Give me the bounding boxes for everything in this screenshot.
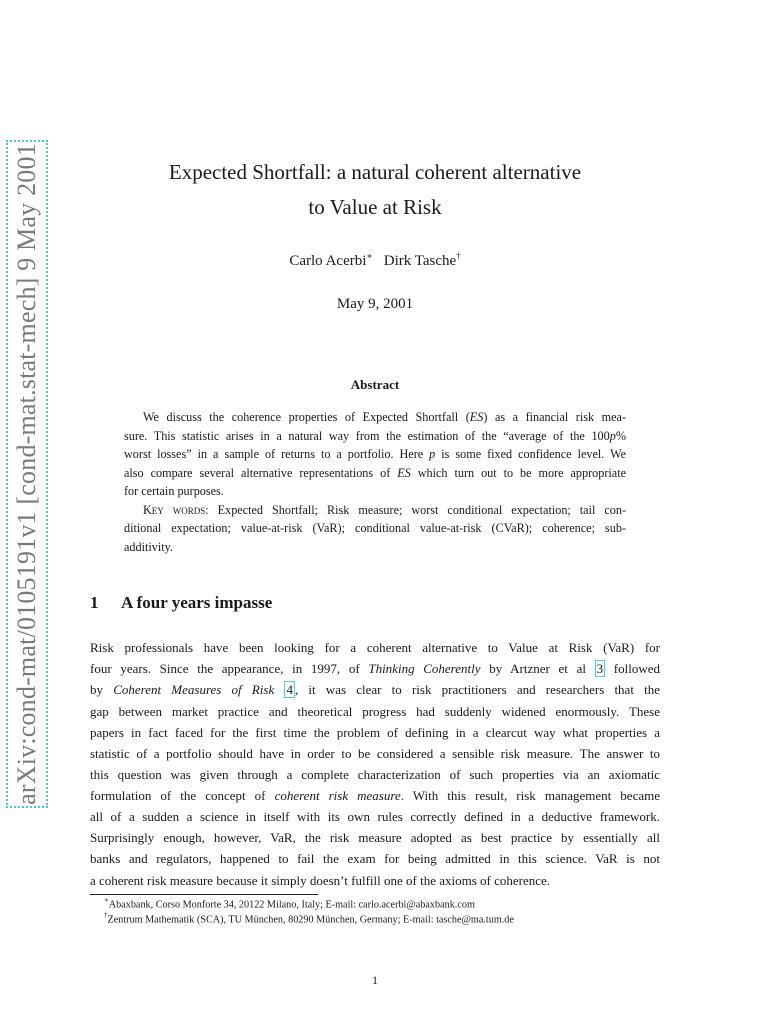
abstract-heading: Abstract: [350, 377, 400, 392]
keywords-line-2: ditional expectation; value-at-risk (VaR); conditional value-at-risk (CVaR); coherence; sub-: [124, 521, 626, 535]
abstract-line-3: worst losses” in a sample of returns to a portfolio. Here p is some fixed confidence level. We: [124, 447, 626, 461]
body-line-11: banks and regulators, happened to fail the exam for being admitted in this science. VaR is not: [90, 851, 660, 866]
body-line-9: all of a sudden a science in itself with its own rules correctly defined in a deductive framework.: [90, 809, 660, 824]
body-line-1: Risk professionals have been looking for a coherent alternative to Value at Risk (VaR) for: [90, 640, 660, 655]
arxiv-identifier: arXiv:cond-mat/0105191v1 [cond-mat.stat-mech] 9 May 2001: [12, 143, 41, 805]
abstract-line-5: for certain purposes.: [124, 484, 224, 498]
body-line-6: statistic of a portfolio should have in order to be considered a sensible risk measure. The answer to: [90, 746, 660, 761]
paper-date: May 9, 2001: [336, 296, 414, 312]
citation-link-3[interactable]: 3: [596, 661, 604, 676]
paper-title-line-1: Expected Shortfall: a natural coherent alternative: [168, 160, 582, 184]
keywords-line-3: additivity.: [124, 540, 173, 554]
abstract-line-1: We discuss the coherence properties of Expected Shortfall (ES) as a financial risk mea-: [143, 410, 626, 424]
body-line-3: by Coherent Measures of Risk 4 , it was clear to risk practitioners and researchers that the: [90, 682, 661, 697]
footnote-1: ∗Abaxbank, Corso Monforte 34, 20122 Milano, Italy; E-mail: carlo.acerbi@abaxbank.com: [104, 896, 475, 911]
body-line-8: formulation of the concept of coherent risk measure. With this result, risk management became: [90, 788, 660, 803]
body-line-7: this question was given through a complete characterization of such properties via an axiomatic: [90, 767, 660, 782]
author-acerbi: Carlo Acerbi: [289, 253, 367, 269]
body-line-12: a coherent risk measure because it simply doesn’t fulfill one of the axioms of coherence.: [90, 873, 551, 888]
author-tasche: Dirk Tasche: [383, 253, 457, 269]
section-title: A four years impasse: [121, 593, 273, 612]
citation-link-4[interactable]: 4: [286, 682, 293, 697]
body-line-2: four years. Since the appearance, in 1997, of Thinking Coherently by Artzner et al 3 followed: [90, 661, 661, 676]
abstract-line-4: also compare several alternative representations of ES which turn out to be more appropriate: [124, 466, 626, 480]
abstract-line-2: sure. This statistic arises in a natural way from the estimation of the “average of the 100p%: [124, 429, 626, 443]
footnote-rule: [90, 894, 318, 895]
paper-title-line-2: to Value at Risk: [308, 195, 442, 219]
authors: [0, 251, 750, 270]
page-number: 1: [372, 973, 378, 987]
body-line-5: papers in fact faced for the first time the problem of defining in a clearcut way what properties a: [90, 725, 660, 740]
section-number: 1: [90, 593, 99, 612]
author-acerbi-footnote-mark: ∗: [366, 251, 373, 261]
section-1-heading: [90, 593, 272, 613]
author-tasche-footnote-mark: †: [456, 251, 461, 261]
keywords-label: Key words:: [143, 503, 209, 517]
keywords-line-1: Key words: Expected Shortfall; Risk measure; worst conditional expectation; tail con-: [143, 503, 627, 517]
body-line-4: gap between market practice and theoretical progress had suddenly widened enormously. These: [90, 704, 660, 719]
footnote-2: †Zentrum Mathematik (SCA), TU München, 80290 München, Germany; E-mail: tasche@ma.tum.de: [104, 911, 514, 926]
body-line-10: Surprisingly enough, however, VaR, the risk measure adopted as best practice by essentially all: [90, 830, 660, 845]
